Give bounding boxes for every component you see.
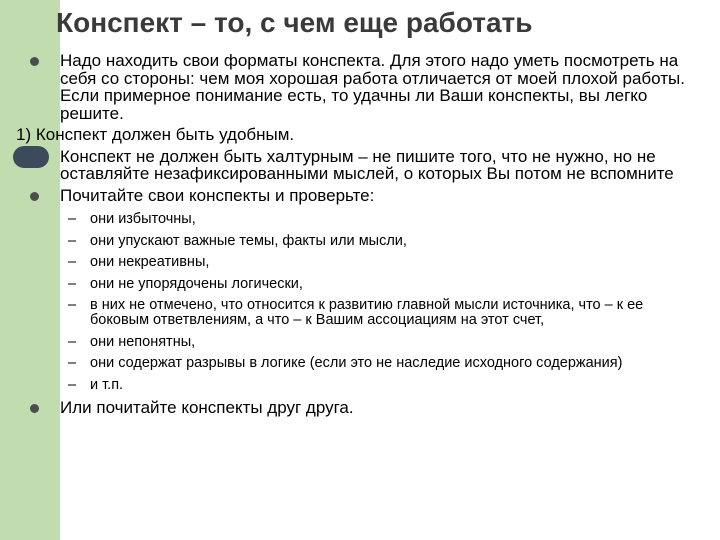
dash-icon: – (68, 376, 77, 393)
bullet-item (16, 187, 706, 205)
check-list-item: – они упускают важные темы, факты или мысли, (68, 232, 407, 249)
bullet-icon (30, 57, 39, 66)
dash-icon: – (68, 254, 77, 270)
dash-icon: – (68, 275, 77, 292)
check-list-item: – и т.п. (68, 376, 124, 393)
check-list-item: – они содержат разрывы в логике (если это не наследие исходного содержания) (68, 355, 623, 371)
item-number: 1) (16, 125, 32, 144)
numbered-item (16, 126, 706, 144)
bullet-icon (30, 192, 39, 201)
pill-marker-icon (13, 146, 49, 168)
check-list (16, 212, 706, 393)
pill-item (16, 148, 706, 183)
dash-icon: – (68, 297, 77, 313)
bullet-item (16, 52, 706, 122)
pill-text: Конспект не должен быть халтурным – не пишите того, что не нужно, но не оставляйте незафиксированными мыслей, о которых Вы потом не вспомните (60, 146, 674, 183)
check-list-item: – они избыточны, (68, 211, 196, 227)
dash-icon: – (68, 333, 77, 350)
bullet-item (16, 399, 706, 417)
dash-icon: – (68, 355, 77, 371)
dash-icon: – (68, 232, 77, 249)
bullet-text: Надо находить свои форматы конспекта. Для этого надо уметь посмотреть на себя со стороны: чем моя хорошая работа отличается от моей плохой работы. Если примерное понимание есть, то удачны ли Ваши конспекты, вы легко решите. (60, 51, 685, 123)
check-list-item: – они непонятны, (68, 333, 196, 350)
slide-title: Конспект – то, с чем еще работать (56, 7, 533, 38)
bullet-text: Или почитайте конспекты друг друга. (60, 398, 354, 417)
slide-content (16, 52, 706, 421)
check-list-item: – в них не отмечено, что относится к развитию главной мысли источника, что – к ее боковым ответвлениям, а что – к Вашим ассоциациям на этот счет, (68, 297, 644, 328)
check-list-item: – они не упорядочены логически, (68, 275, 303, 292)
dash-icon: – (68, 211, 77, 227)
bullet-text: Почитайте свои конспекты и проверьте: (60, 185, 375, 205)
bullet-icon (30, 404, 39, 413)
numbered-text: Конспект должен быть удобным. (35, 125, 295, 144)
check-list-item: – они некреативны, (68, 254, 210, 270)
